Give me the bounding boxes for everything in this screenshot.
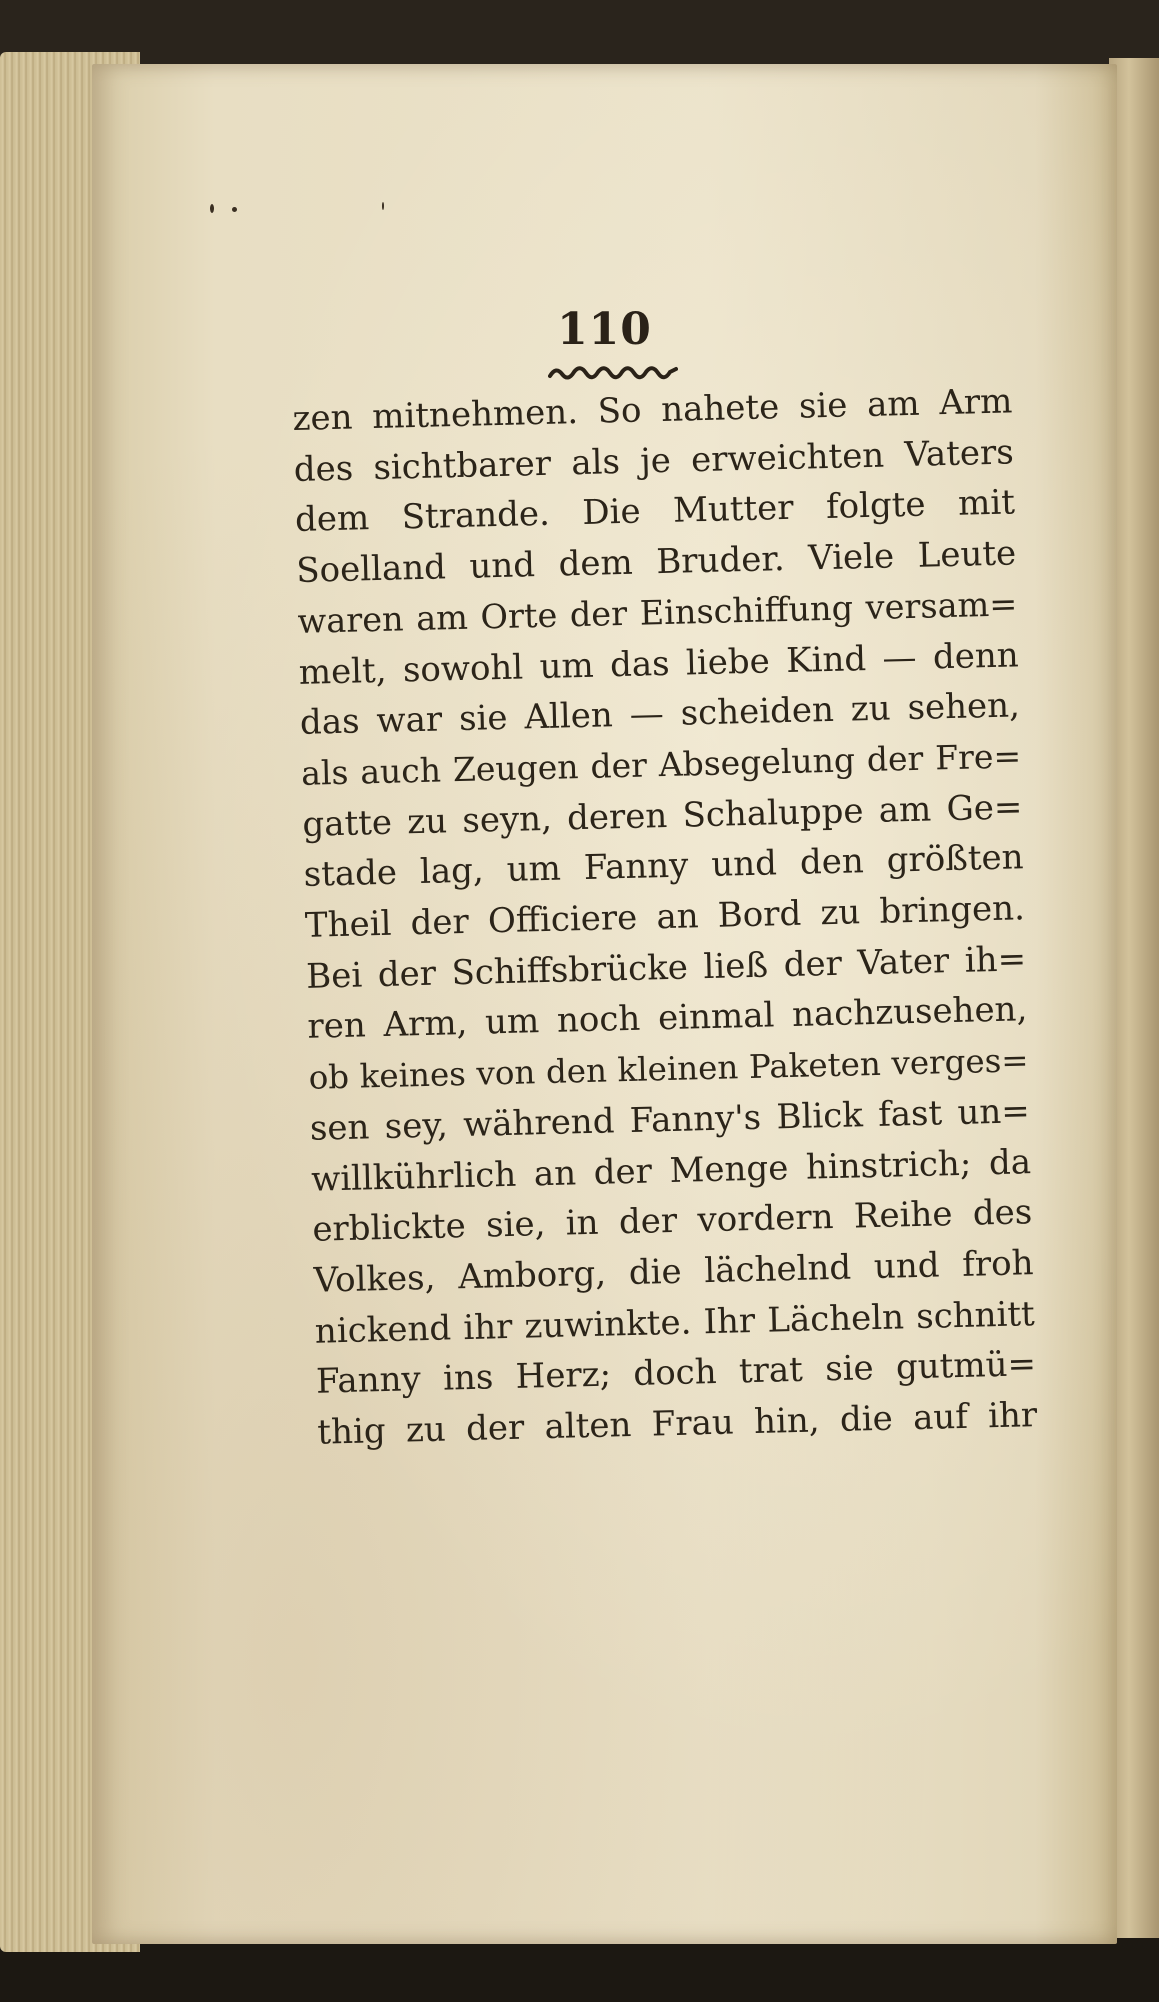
text-line: Fanny ins Herz; doch trat sie gutmü= [315,1344,1037,1403]
wavy-rule-ornament [548,360,678,384]
text-line: ob keines von den kleinen Paketen verges= [308,1041,1029,1097]
text-line: sen sey, während Fanny's Blick fast un= [309,1091,1031,1149]
text-line: des sichtbarer als je erweichten Vaters [293,432,1015,490]
text-line: dem Strande. Die Mutter folgte mit [294,482,1016,541]
text-line: erblickte sie, in der vordern Reihe des [311,1192,1033,1250]
text-line: nickend ihr zuwinkte. Ihr Lächeln schnitt [314,1293,1036,1352]
page-number: 110 [557,304,652,355]
text-line: als auch Zeugen der Absegelung der Fre= [300,736,1022,793]
text-line: waren am Orte der Einschiffung versam= [297,584,1018,641]
ink-speck [382,202,384,210]
text-line: das war sie Allen — scheiden zu sehen, [299,685,1021,744]
text-line: Bei der Schiffsbrücke ließ der Vater ih= [305,938,1027,997]
text-line: melt, sowohl um das liebe Kind — denn [298,634,1020,693]
text-line: stade lag, um Fanny und den größten [303,837,1025,896]
text-line: Volkes, Amborg, die lächelnd und froh [313,1243,1034,1301]
text-line: Soelland und dem Bruder. Viele Leute [295,533,1017,592]
text-line: gatte zu seyn, deren Schaluppe am Ge= [302,786,1023,845]
text-line: ren Arm, um noch einmal nachzusehen, [306,989,1028,1048]
body-text [292,376,1038,1458]
text-line: willkührlich an der Menge hinstrich; da [310,1141,1032,1200]
text-line: thig zu der alten Frau hin, die auf ihr [316,1395,1038,1453]
text-line: zen mitnehmen. So nahete sie am Arm [292,381,1013,439]
book-page [92,64,1117,1944]
ink-speck [210,204,214,213]
text-line: Theil der Officiere an Bord zu bringen. [304,888,1026,946]
ink-speck [232,207,237,212]
